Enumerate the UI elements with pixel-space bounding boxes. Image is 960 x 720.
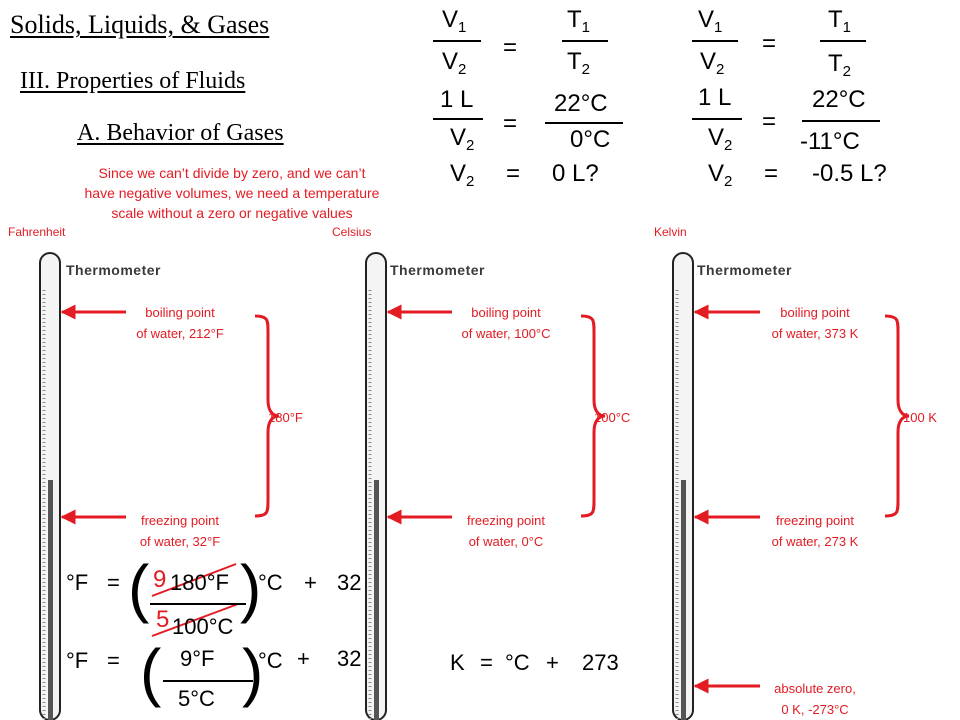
v2-symbol: $V_2$: [442, 48, 467, 78]
fraction-denominator: 5°C: [178, 686, 215, 711]
equals-sign: =: [762, 108, 777, 135]
span-label: 100 K: [903, 410, 937, 425]
freezing-point-label: freezing point of water, 0°C: [466, 513, 546, 549]
v2-symbol: $V_2$: [450, 124, 475, 154]
v2-symbol: $V_2$: [708, 160, 733, 190]
fahrenheit-symbol: °F: [66, 570, 89, 595]
offset-constant: 273: [582, 650, 619, 675]
equals-sign: =: [503, 34, 518, 61]
offset-constant: 32: [337, 570, 362, 595]
v1-symbol: $V_1$: [442, 6, 467, 36]
v2-symbol: $V_2$: [450, 160, 475, 190]
temperature-numerator: 22°C: [812, 86, 866, 113]
right-parenthesis: ): [242, 636, 264, 708]
simplified-denominator: 5: [156, 606, 170, 633]
note-line-1: Since we can’t divide by zero, and we can’t: [98, 165, 366, 181]
fraction-denominator: 100°C: [172, 614, 234, 639]
equals-sign: =: [480, 650, 493, 675]
equals-sign: =: [503, 110, 518, 137]
span-label: 180°F: [268, 410, 303, 425]
scale-label-fahrenheit: Fahrenheit: [8, 225, 66, 239]
plus-sign: +: [546, 650, 559, 675]
section-heading: III. Properties of Fluids: [20, 68, 246, 94]
fraction-numerator: 180°F: [170, 570, 229, 595]
celsius-thermometer-graphic: [366, 253, 386, 720]
left-parenthesis: (: [140, 636, 162, 708]
freezing-point-label: freezing point of water, 32°F: [139, 513, 221, 549]
scale-label-celsius: Celsius: [332, 225, 372, 239]
left-parenthesis: (: [128, 552, 150, 624]
kelvin-symbol: K: [450, 650, 465, 675]
scale-label-kelvin: Kelvin: [654, 225, 687, 239]
fraction-bar: [150, 603, 246, 605]
thermometer-title: Thermometer: [390, 262, 485, 278]
simplified-numerator: 9: [153, 566, 167, 593]
fraction-bar: [163, 680, 253, 682]
equals-sign: =: [107, 570, 120, 595]
offset-constant: 32: [337, 646, 362, 671]
volume-value: 1 L: [698, 84, 732, 111]
page-title: Solids, Liquids, & Gases: [10, 10, 270, 39]
note-line-3: scale without a zero or negative values: [111, 205, 353, 221]
equals-sign: =: [764, 160, 779, 187]
temperature-numerator: 22°C: [554, 90, 608, 117]
t1-symbol: $T_1$: [828, 6, 852, 36]
celsius-symbol: °C: [505, 650, 530, 675]
temperature-denominator: -11°C: [800, 128, 860, 155]
v2-symbol: $V_2$: [700, 48, 725, 78]
result-value: -0.5 L?: [812, 160, 887, 187]
t2-symbol: $T_2$: [828, 50, 852, 80]
plus-sign: +: [304, 570, 317, 595]
subsection-heading: A. Behavior of Gases: [77, 120, 284, 146]
celsius-symbol: °C: [258, 570, 283, 595]
fahrenheit-thermometer-graphic: [40, 253, 60, 720]
t1-symbol: $T_1$: [567, 6, 591, 36]
plus-sign: +: [297, 646, 310, 671]
volume-value: 1 L: [440, 86, 474, 113]
result-value: 0 L?: [552, 160, 599, 187]
fraction-numerator: 9°F: [180, 646, 215, 671]
boiling-point-label: boiling point of water, 212°F: [136, 305, 224, 341]
boiling-point-label: boiling point of water, 373 K: [771, 305, 859, 341]
span-label: 100°C: [594, 410, 631, 425]
thermometer-title: Thermometer: [697, 262, 792, 278]
kelvin-thermometer-graphic: [673, 253, 693, 720]
equals-sign: =: [506, 160, 521, 187]
right-parenthesis: ): [240, 552, 262, 624]
fahrenheit-symbol: °F: [66, 648, 89, 673]
equals-sign: =: [107, 648, 120, 673]
freezing-point-label: freezing point of water, 273 K: [771, 513, 859, 549]
v1-symbol: $V_1$: [698, 6, 723, 36]
v2-symbol: $V_2$: [708, 124, 733, 154]
equals-sign: =: [762, 30, 777, 57]
thermometer-title: Thermometer: [66, 262, 161, 278]
absolute-zero-label: absolute zero, 0 K, -273°C: [774, 681, 856, 717]
temperature-denominator: 0°C: [570, 126, 611, 153]
boiling-point-label: boiling point of water, 100°C: [461, 305, 551, 341]
note-line-2: have negative volumes, we need a temperature: [84, 185, 380, 201]
t2-symbol: $T_2$: [567, 48, 591, 78]
celsius-symbol: °C: [258, 648, 283, 673]
